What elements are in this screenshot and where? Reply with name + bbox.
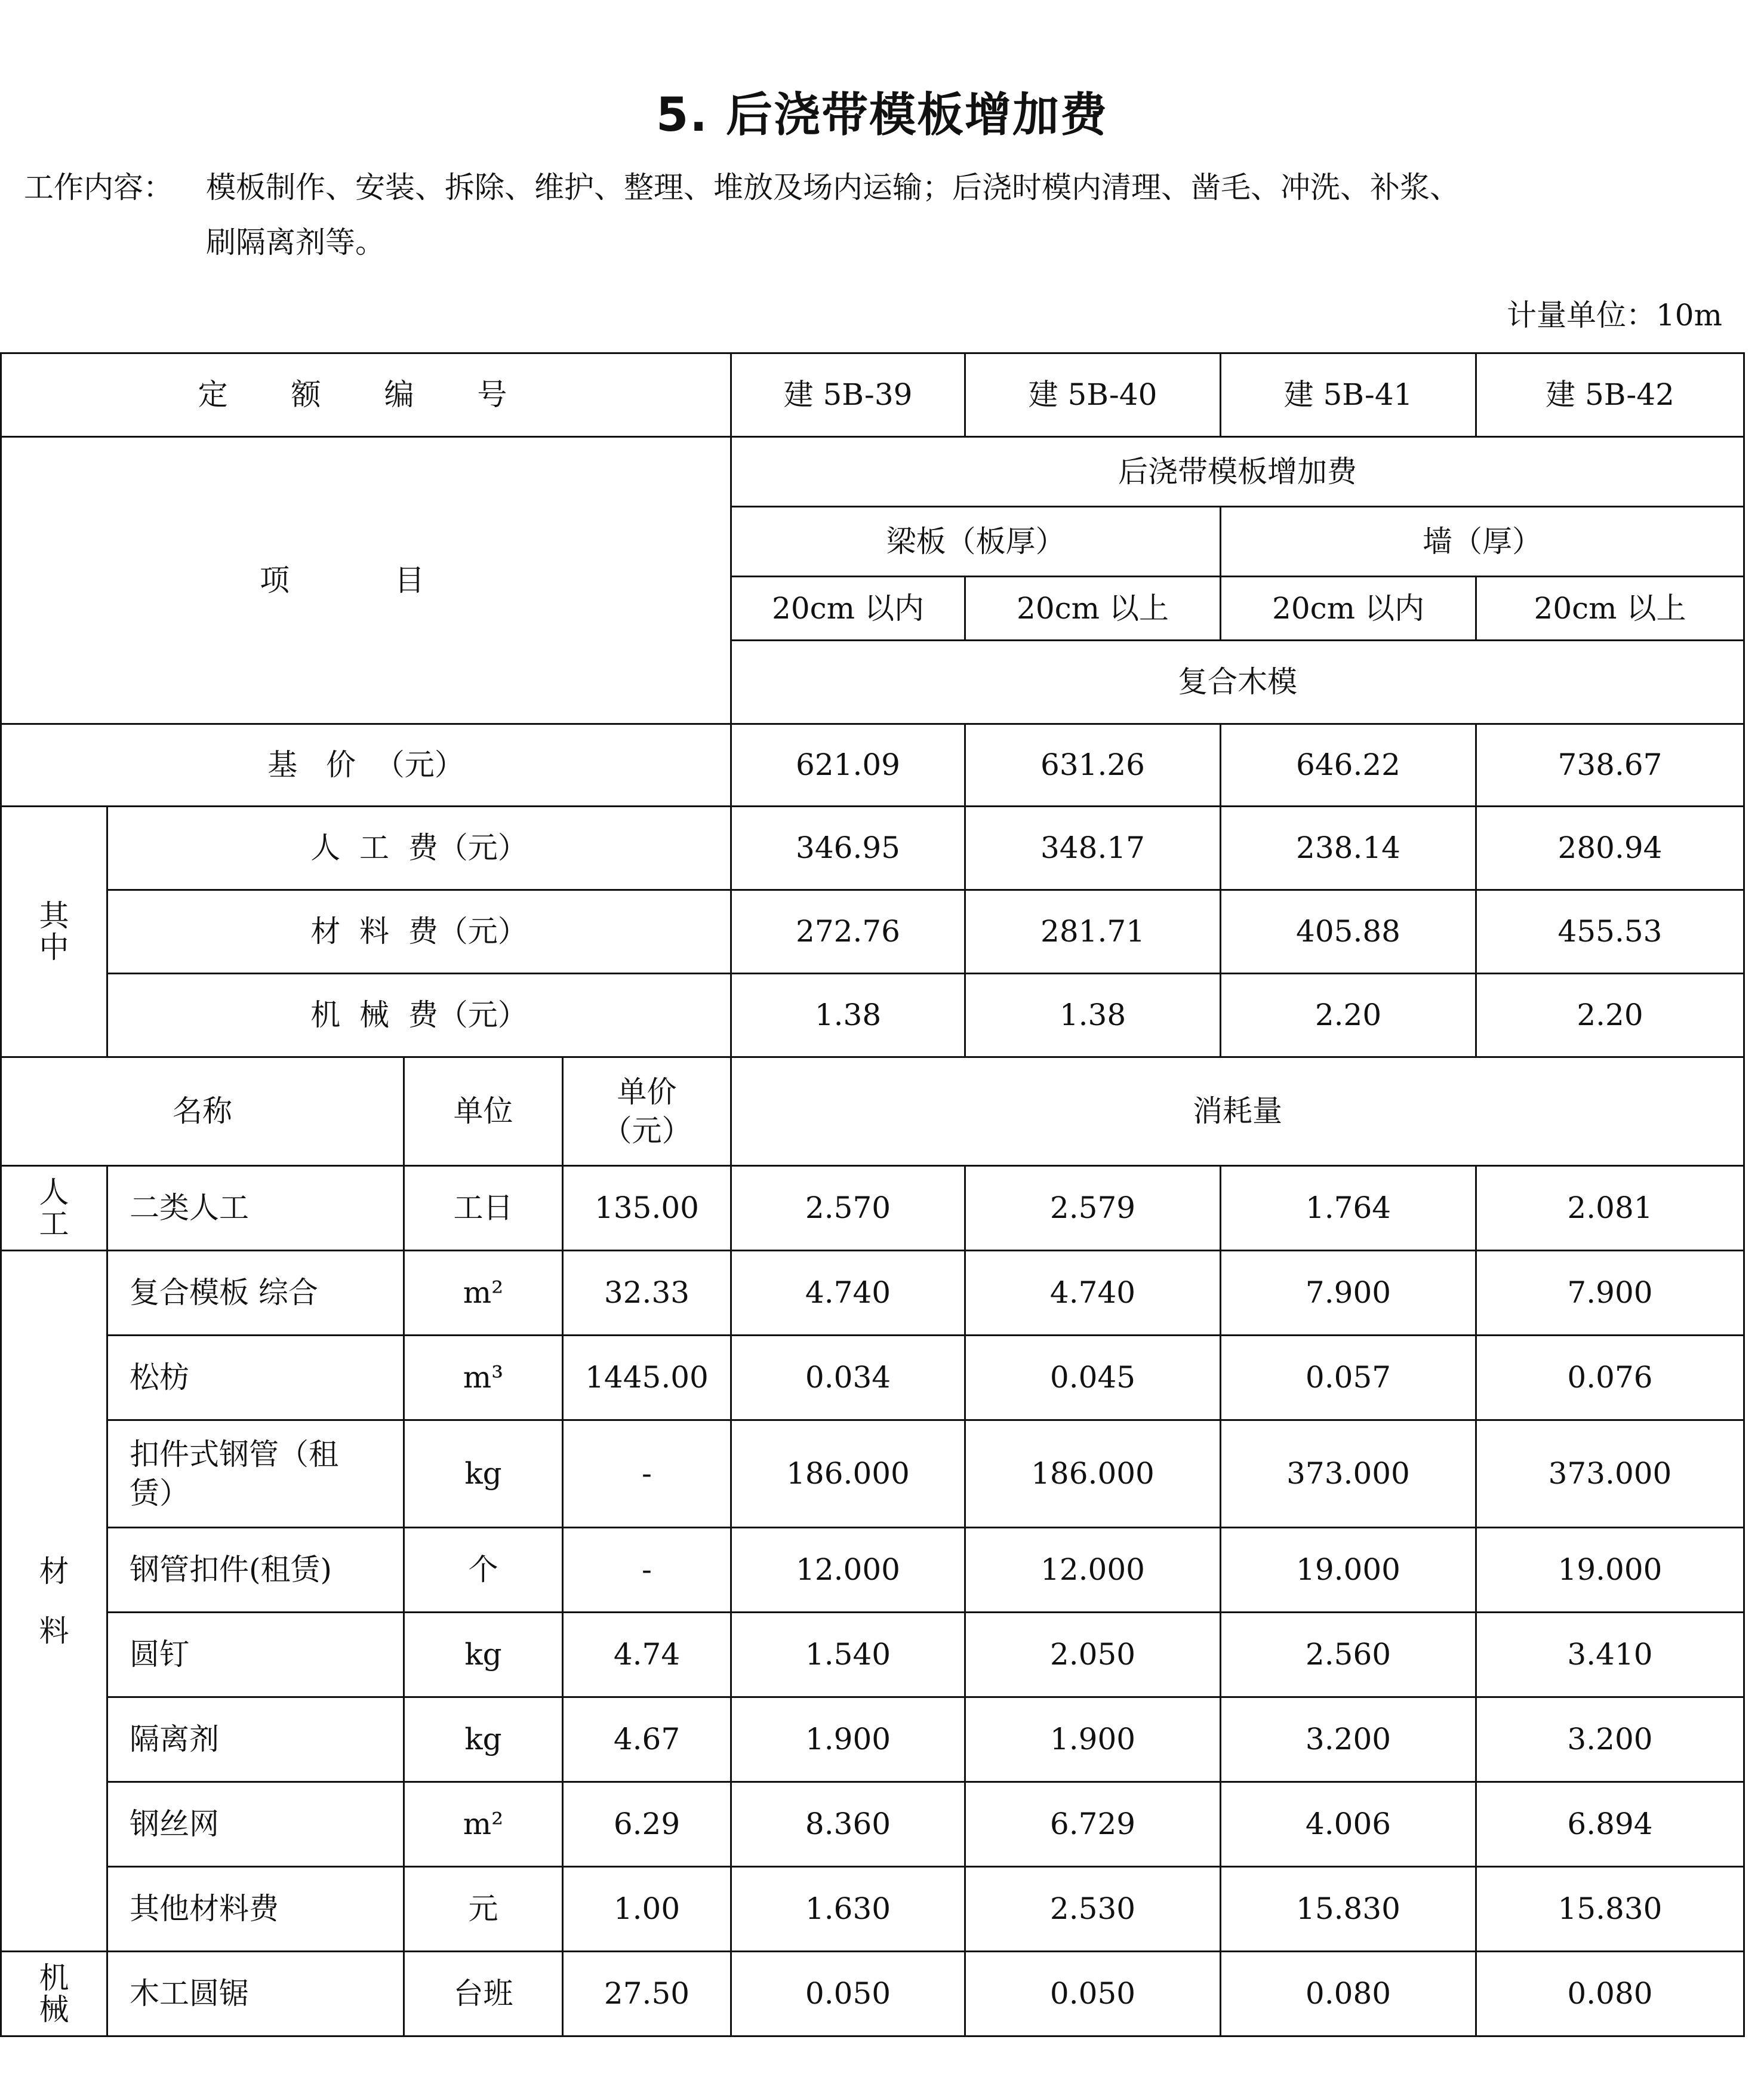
resource-name: 扣件式钢管（租 赁） bbox=[107, 1420, 404, 1528]
resource-name: 松枋 bbox=[107, 1336, 404, 1420]
material-cost-value: 405.88 bbox=[1221, 890, 1476, 974]
machine-cost-value: 2.20 bbox=[1476, 974, 1744, 1057]
item-header-row bbox=[1, 437, 1744, 507]
resource-unit: m² bbox=[404, 1782, 563, 1867]
resource-name: 隔离剂 bbox=[107, 1697, 404, 1782]
consumption-value: 4.006 bbox=[1221, 1782, 1476, 1867]
resource-unit: kg bbox=[404, 1613, 563, 1697]
consumption-value: 2.530 bbox=[965, 1867, 1221, 1952]
consumption-value: 0.050 bbox=[965, 1952, 1221, 2036]
consumption-value: 6.894 bbox=[1476, 1782, 1744, 1867]
consumption-value: 8.360 bbox=[731, 1782, 965, 1867]
measurement-unit: 计量单位：10m bbox=[1506, 298, 1722, 333]
resource-price: 27.50 bbox=[563, 1952, 731, 2036]
resource-unit: 台班 bbox=[404, 1952, 563, 2036]
consumption-value: 2.050 bbox=[965, 1613, 1221, 1697]
machine-cost-row bbox=[1, 974, 1744, 1057]
material-cost-value: 281.71 bbox=[965, 890, 1221, 974]
unit-header: 单位 bbox=[404, 1057, 563, 1166]
resource-unit: kg bbox=[404, 1420, 563, 1528]
consumption-value: 2.570 bbox=[731, 1166, 965, 1251]
material-row bbox=[1, 1251, 1744, 1336]
consumption-value: 19.000 bbox=[1476, 1528, 1744, 1613]
consumption-value: 2.579 bbox=[965, 1166, 1221, 1251]
quota-code: 建 5B-40 bbox=[965, 353, 1221, 437]
material-cost-label: 材 料 费（元） bbox=[107, 890, 731, 974]
resource-name: 复合模板 综合 bbox=[107, 1251, 404, 1336]
resource-unit: 工日 bbox=[404, 1166, 563, 1251]
consumption-value: 15.830 bbox=[1221, 1867, 1476, 1952]
machine-row bbox=[1, 1952, 1744, 2036]
resource-price: 1.00 bbox=[563, 1867, 731, 1952]
resource-price: - bbox=[563, 1528, 731, 1613]
consumption-value: 1.764 bbox=[1221, 1166, 1476, 1251]
labor-cost-value: 348.17 bbox=[965, 807, 1221, 890]
resource-unit: 元 bbox=[404, 1867, 563, 1952]
quota-code: 建 5B-42 bbox=[1476, 353, 1744, 437]
consumption-value: 12.000 bbox=[731, 1528, 965, 1613]
resource-price: - bbox=[563, 1420, 731, 1528]
consumption-value: 2.560 bbox=[1221, 1613, 1476, 1697]
consumption-value: 7.900 bbox=[1221, 1251, 1476, 1336]
resource-name: 钢管扣件(租赁) bbox=[107, 1528, 404, 1613]
material-type: 复合木模 bbox=[731, 641, 1744, 724]
labor-cost-row bbox=[1, 807, 1744, 890]
labor-row bbox=[1, 1166, 1744, 1251]
material-cost-value: 272.76 bbox=[731, 890, 965, 974]
material-cost-row bbox=[1, 890, 1744, 974]
material-row bbox=[1, 1420, 1744, 1528]
resource-name: 二类人工 bbox=[107, 1166, 404, 1251]
resource-price: 135.00 bbox=[563, 1166, 731, 1251]
subgroup-wall: 墙（厚） bbox=[1221, 507, 1744, 577]
page-title: 5. 后浇带模板增加费 bbox=[655, 88, 1109, 142]
consumption-value: 0.057 bbox=[1221, 1336, 1476, 1420]
column-header-row bbox=[1, 1057, 1744, 1166]
quota-code: 建 5B-41 bbox=[1221, 353, 1476, 437]
thickness: 20cm 以内 bbox=[731, 577, 965, 641]
group-title: 后浇带模板增加费 bbox=[731, 437, 1744, 507]
consumption-value: 0.076 bbox=[1476, 1336, 1744, 1420]
resource-price: 4.74 bbox=[563, 1613, 731, 1697]
consumption-value: 373.000 bbox=[1221, 1420, 1476, 1528]
consumption-value: 6.729 bbox=[965, 1782, 1221, 1867]
consumption-value: 186.000 bbox=[731, 1420, 965, 1528]
resource-unit: m² bbox=[404, 1251, 563, 1336]
consumption-value: 7.900 bbox=[1476, 1251, 1744, 1336]
consumption-value: 0.045 bbox=[965, 1336, 1221, 1420]
consumption-value: 3.200 bbox=[1221, 1697, 1476, 1782]
base-price-value: 631.26 bbox=[965, 724, 1221, 807]
consumption-value: 1.630 bbox=[731, 1867, 965, 1952]
consumption-value: 0.050 bbox=[731, 1952, 965, 2036]
consumption-value: 2.081 bbox=[1476, 1166, 1744, 1251]
quota-code-row bbox=[1, 353, 1744, 437]
labor-cost-value: 346.95 bbox=[731, 807, 965, 890]
subgroup-beam-slab: 梁板（板厚） bbox=[731, 507, 1221, 577]
machine-cost-value: 2.20 bbox=[1221, 974, 1476, 1057]
work-content bbox=[24, 160, 1743, 270]
machine-cost-value: 1.38 bbox=[965, 974, 1221, 1057]
consumption-value: 0.080 bbox=[1221, 1952, 1476, 2036]
material-row bbox=[1, 1336, 1744, 1420]
resource-unit: m³ bbox=[404, 1336, 563, 1420]
work-content-line2: 刷隔离剂等。 bbox=[206, 225, 385, 260]
of-which-label: 其中 bbox=[1, 807, 107, 1057]
labor-cost-label: 人 工 费（元） bbox=[107, 807, 731, 890]
resource-unit: 个 bbox=[404, 1528, 563, 1613]
resource-price: 4.67 bbox=[563, 1697, 731, 1782]
material-row bbox=[1, 1782, 1744, 1867]
consumption-value: 4.740 bbox=[731, 1251, 965, 1336]
consumption-value: 4.740 bbox=[965, 1251, 1221, 1336]
labor-cost-value: 280.94 bbox=[1476, 807, 1744, 890]
base-price-label: 基 价 （元） bbox=[1, 724, 731, 807]
quota-code-label: 定 额 编 号 bbox=[1, 353, 731, 437]
resource-name: 圆钉 bbox=[107, 1613, 404, 1697]
resource-price: 6.29 bbox=[563, 1782, 731, 1867]
resource-name: 钢丝网 bbox=[107, 1782, 404, 1867]
price-header: 单价 （元） bbox=[563, 1057, 731, 1166]
name-header: 名称 bbox=[1, 1057, 404, 1166]
resource-name: 其他材料费 bbox=[107, 1867, 404, 1952]
work-content-label: 工作内容： bbox=[24, 170, 173, 205]
consumption-value: 3.410 bbox=[1476, 1613, 1744, 1697]
material-row bbox=[1, 1613, 1744, 1697]
base-price-value: 738.67 bbox=[1476, 724, 1744, 807]
material-row bbox=[1, 1697, 1744, 1782]
thickness: 20cm 以上 bbox=[965, 577, 1221, 641]
resource-unit: kg bbox=[404, 1697, 563, 1782]
consumption-value: 0.034 bbox=[731, 1336, 965, 1420]
resource-name: 木工圆锯 bbox=[107, 1952, 404, 2036]
resource-price: 32.33 bbox=[563, 1251, 731, 1336]
thickness: 20cm 以上 bbox=[1476, 577, 1744, 641]
consumption-value: 3.200 bbox=[1476, 1697, 1744, 1782]
machine-cost-label: 机 械 费（元） bbox=[107, 974, 731, 1057]
quota-code: 建 5B-39 bbox=[731, 353, 965, 437]
material-row bbox=[1, 1528, 1744, 1613]
consumption-value: 12.000 bbox=[965, 1528, 1221, 1613]
machine-cost-value: 1.38 bbox=[731, 974, 965, 1057]
quota-table bbox=[0, 352, 1745, 2037]
thickness: 20cm 以内 bbox=[1221, 577, 1476, 641]
labor-group-label: 人工 bbox=[1, 1166, 107, 1251]
base-price-row bbox=[1, 724, 1744, 807]
consumption-value: 15.830 bbox=[1476, 1867, 1744, 1952]
consumption-value: 19.000 bbox=[1221, 1528, 1476, 1613]
consumption-value: 1.900 bbox=[965, 1697, 1221, 1782]
consumption-header: 消耗量 bbox=[731, 1057, 1744, 1166]
machine-group-label: 机械 bbox=[1, 1952, 107, 2036]
item-label: 项 目 bbox=[1, 437, 731, 724]
consumption-value: 0.080 bbox=[1476, 1952, 1744, 2036]
material-group-label: 材料 bbox=[1, 1251, 107, 1952]
consumption-value: 373.000 bbox=[1476, 1420, 1744, 1528]
consumption-value: 186.000 bbox=[965, 1420, 1221, 1528]
labor-cost-value: 238.14 bbox=[1221, 807, 1476, 890]
consumption-value: 1.540 bbox=[731, 1613, 965, 1697]
material-cost-value: 455.53 bbox=[1476, 890, 1744, 974]
base-price-value: 621.09 bbox=[731, 724, 965, 807]
material-row bbox=[1, 1867, 1744, 1952]
consumption-value: 1.900 bbox=[731, 1697, 965, 1782]
base-price-value: 646.22 bbox=[1221, 724, 1476, 807]
work-content-line1: 模板制作、安装、拆除、维护、整理、堆放及场内运输；后浇时模内清理、凿毛、冲洗、补浆、 bbox=[206, 170, 1460, 205]
resource-price: 1445.00 bbox=[563, 1336, 731, 1420]
